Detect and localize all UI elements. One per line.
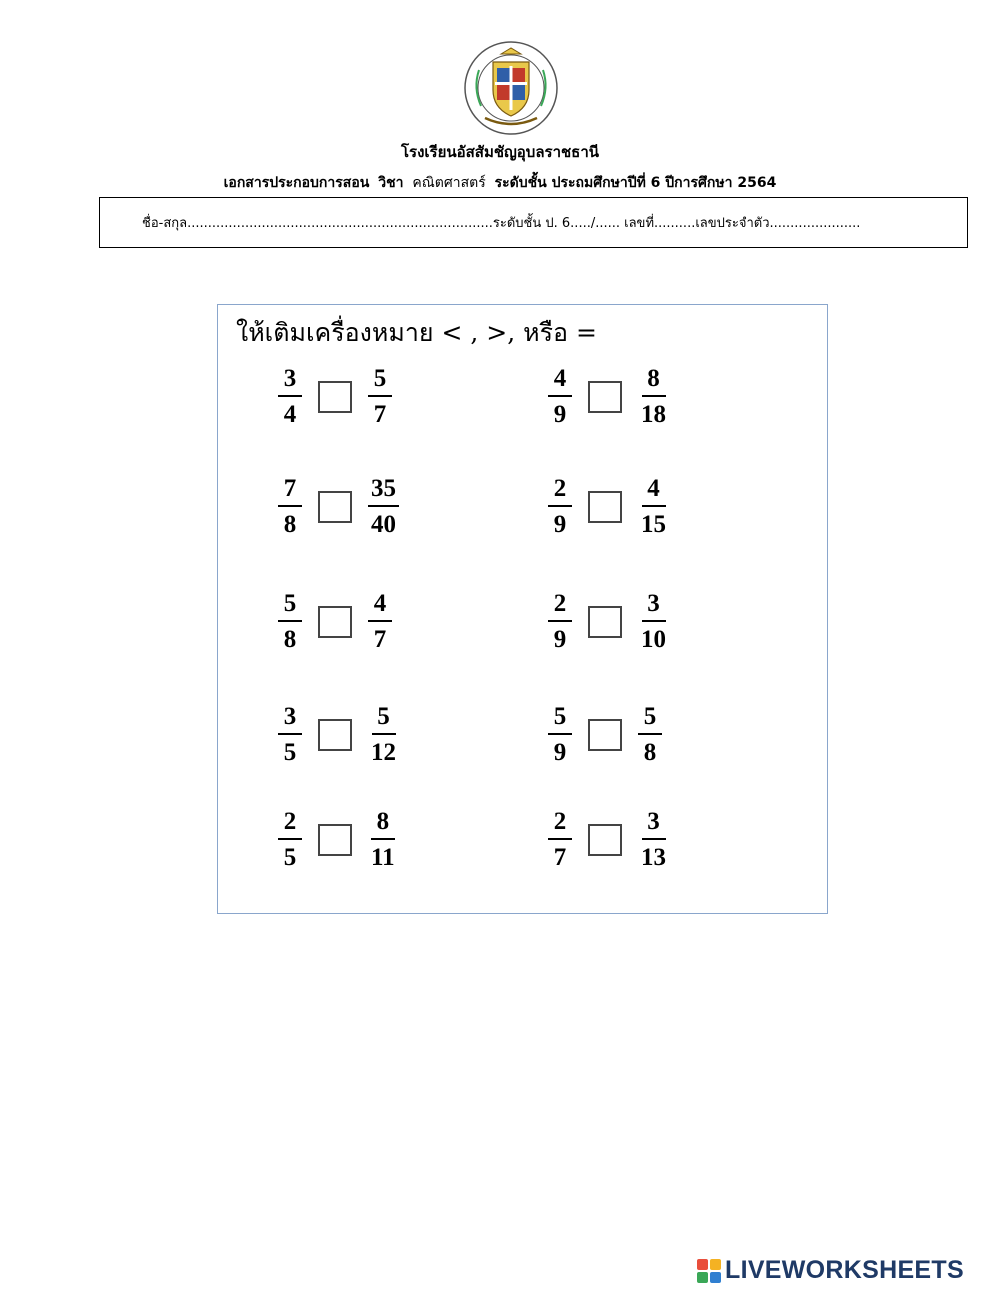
numerator: 3 [278,703,302,735]
numerator: 2 [278,808,302,840]
numerator: 8 [642,365,666,397]
denominator: 7 [553,844,567,871]
left-fraction [278,590,302,654]
numerator: 4 [642,475,666,507]
grade-level: ระดับชั้น ประถมศึกษาปีที่ 6 ปีการศึกษา 2564 [494,175,777,191]
denominator: 11 [371,844,395,871]
liveworksheets-logo-icon [697,1259,721,1283]
left-fraction [548,475,572,539]
right-fraction [638,808,669,872]
denominator: 9 [553,401,567,428]
answer-box[interactable] [318,824,352,856]
answer-box[interactable] [588,491,622,523]
denominator: 12 [371,739,396,766]
numerator: 3 [278,365,302,397]
numerator: 2 [548,475,572,507]
numerator: 2 [548,590,572,622]
answer-box[interactable] [318,491,352,523]
school-logo [463,40,559,136]
answer-box[interactable] [318,381,352,413]
denominator: 13 [641,844,666,871]
numerator: 5 [638,703,662,735]
numerator: 35 [368,475,399,507]
right-fraction [368,808,398,872]
left-fraction [548,703,572,767]
right-fraction [368,703,399,767]
comparison-problem [278,365,392,429]
document-title-line [0,172,1000,194]
answer-box[interactable] [318,606,352,638]
numerator: 4 [548,365,572,397]
comparison-problem [278,475,399,539]
numerator: 7 [278,475,302,507]
denominator: 40 [371,511,396,538]
right-fraction [638,475,669,539]
comparison-problem [548,703,662,767]
left-fraction [548,365,572,429]
denominator: 9 [553,739,567,766]
comparison-problem [548,475,669,539]
denominator: 5 [283,739,297,766]
numerator: 5 [548,703,572,735]
left-fraction [278,365,302,429]
left-fraction [278,703,302,767]
comparison-problem [278,703,399,767]
denominator: 8 [283,626,297,653]
denominator: 4 [283,401,297,428]
right-fraction [368,365,392,429]
right-fraction [638,703,662,767]
denominator: 7 [373,626,387,653]
doc-type: เอกสารประกอบการสอน [223,175,370,191]
denominator: 8 [643,739,657,766]
student-info-box [99,197,968,248]
exercise-frame [217,304,828,914]
answer-box[interactable] [588,606,622,638]
numerator: 2 [548,808,572,840]
numerator: 4 [368,590,392,622]
watermark-text: LIVEWORKSHEETS [725,1256,964,1284]
denominator: 9 [553,511,567,538]
numerator: 3 [642,808,666,840]
denominator: 9 [553,626,567,653]
instruction: ให้เติมเครื่องหมาย < , >, หรือ = [236,318,597,347]
student-info-line[interactable]: ชื่อ-สกุล..........................................................................ระดับชั้น ป. 6...../...... เลขที่..........เลขประจำตัว...................... [142,216,861,231]
numerator: 5 [372,703,396,735]
comparison-problem [548,590,669,654]
liveworksheets-watermark [697,1256,964,1285]
denominator: 7 [373,401,387,428]
denominator: 8 [283,511,297,538]
right-fraction [638,365,669,429]
denominator: 18 [641,401,666,428]
numerator: 3 [642,590,666,622]
left-fraction [278,475,302,539]
comparison-problem [548,365,669,429]
comparison-problem [278,808,398,872]
numerator: 5 [368,365,392,397]
comparison-problem [278,590,392,654]
numerator: 8 [371,808,395,840]
right-fraction [368,475,399,539]
denominator: 15 [641,511,666,538]
left-fraction [548,590,572,654]
numerator: 5 [278,590,302,622]
left-fraction [548,808,572,872]
subject-label: วิชา [378,175,404,191]
subject: คณิตศาสตร์ [412,175,486,191]
answer-box[interactable] [318,719,352,751]
comparison-problem [548,808,669,872]
school-name: โรงเรียนอัสสัมชัญอุบลราชธานี [400,143,600,161]
answer-box[interactable] [588,381,622,413]
right-fraction [638,590,669,654]
denominator: 5 [283,844,297,871]
denominator: 10 [641,626,666,653]
right-fraction [368,590,392,654]
left-fraction [278,808,302,872]
answer-box[interactable] [588,719,622,751]
answer-box[interactable] [588,824,622,856]
